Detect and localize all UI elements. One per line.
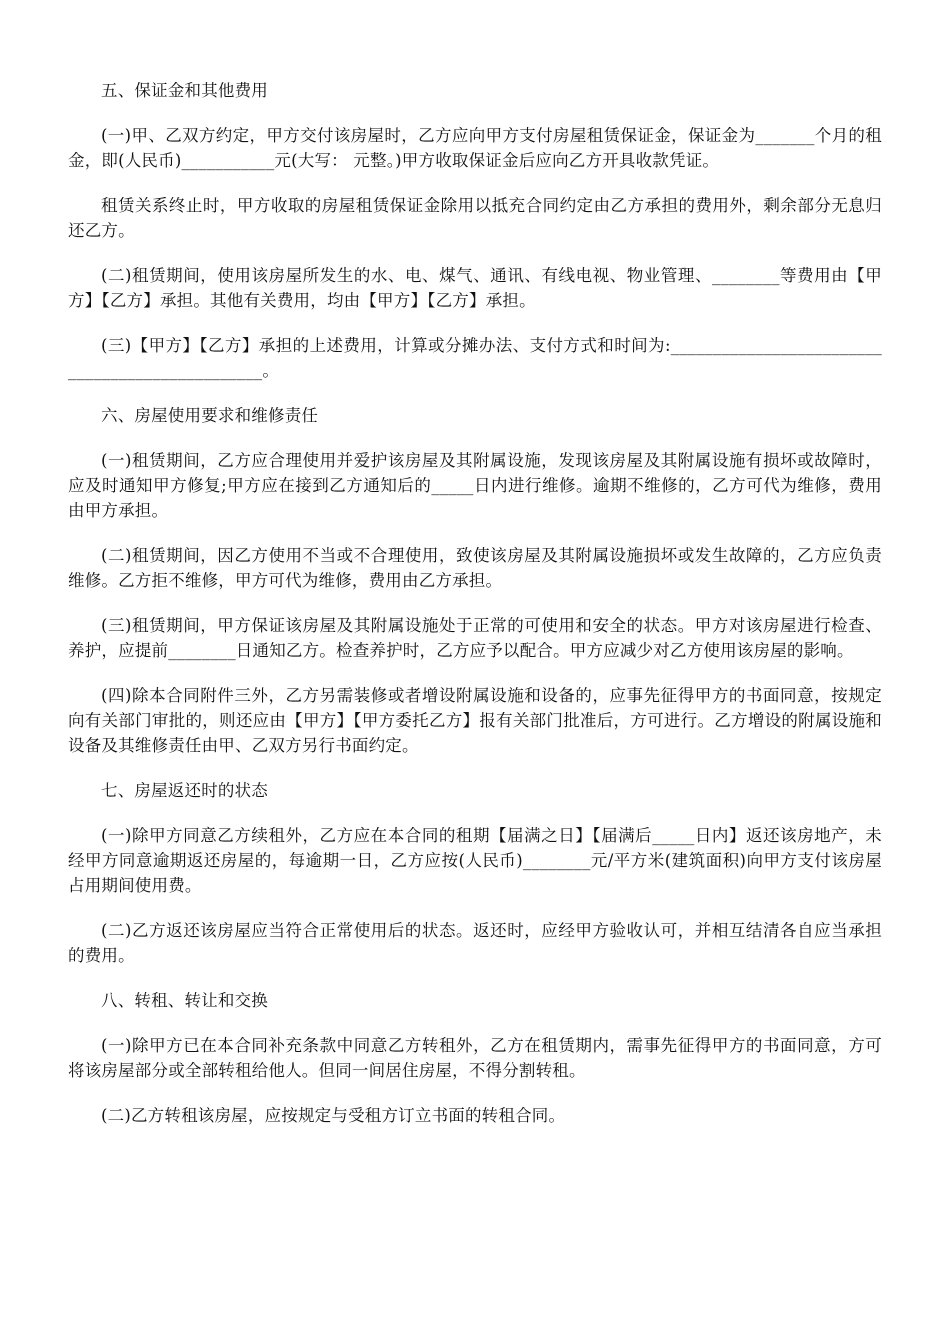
section-6 (68, 403, 882, 758)
paragraph: (一)除甲方已在本合同补充条款中同意乙方转租外，乙方在租赁期内，需事先征得甲方的书面同意，方可将该房屋部分或全部转租给他人。但同一间居住房屋，不得分割转租。 (68, 1036, 882, 1080)
paragraph: (二)租赁期间，使用该房屋所发生的水、电、煤气、通讯、有线电视、物业管理、________等费用由【甲方】【乙方】承担。其他有关费用，均由【甲方】【乙方】承担。 (68, 266, 882, 310)
paragraph: (三)租赁期间，甲方保证该房屋及其附属设施处于正常的可使用和安全的状态。甲方对该房屋进行检查、养护，应提前________日通知乙方。检查养护时，乙方应予以配合。甲方应减少对乙方使用该房屋的影响。 (68, 616, 882, 660)
section-8 (68, 988, 882, 1128)
section-heading: 五、保证金和其他费用 (101, 81, 268, 100)
paragraph: (四)除本合同附件三外，乙方另需装修或者增设附属设施和设备的，应事先征得甲方的书面同意，按规定向有关部门审批的，则还应由【甲方】【甲方委托乙方】报有关部门批准后，方可进行。乙方增设的附属设施和设备及其维修责任由甲、乙双方另行书面约定。 (68, 686, 882, 755)
paragraph: 租赁关系终止时，甲方收取的房屋租赁保证金除用以抵充合同约定由乙方承担的费用外，剩余部分无息归还乙方。 (68, 196, 882, 240)
paragraph: (一)甲、乙双方约定，甲方交付该房屋时，乙方应向甲方支付房屋租赁保证金，保证金为_______个月的租金，即(人民币)___________元(大写： 元整。)甲方收取保证金后应向乙方开具收款凭证。 (68, 126, 882, 170)
paragraph: (三)【甲方】【乙方】承担的上述费用，计算或分摊办法、支付方式和时间为:________________________________________________。 (68, 336, 882, 380)
section-7 (68, 778, 882, 968)
section-5 (68, 78, 882, 383)
section-heading: 六、房屋使用要求和维修责任 (101, 406, 319, 425)
paragraph: (一)除甲方同意乙方续租外，乙方应在本合同的租期【届满之日】【届满后_____日内】返还该房地产，未经甲方同意逾期返还房屋的，每逾期一日，乙方应按(人民币)________元/平方米(建筑面积)向甲方支付该房屋占用期间使用费。 (68, 826, 882, 895)
document-page (68, 78, 882, 1148)
section-heading: 八、转租、转让和交换 (101, 991, 268, 1010)
paragraph: (一)租赁期间，乙方应合理使用并爱护该房屋及其附属设施，发现该房屋及其附属设施有损坏或故障时，应及时通知甲方修复;甲方应在接到乙方通知后的_____日内进行维修。逾期不维修的，乙方可代为维修，费用由甲方承担。 (68, 451, 882, 520)
section-heading: 七、房屋返还时的状态 (101, 781, 268, 800)
paragraph: (二)乙方返还该房屋应当符合正常使用后的状态。返还时，应经甲方验收认可，并相互结清各自应当承担的费用。 (68, 921, 882, 965)
paragraph: (二)租赁期间，因乙方使用不当或不合理使用，致使该房屋及其附属设施损坏或发生故障的，乙方应负责维修。乙方拒不维修，甲方可代为维修，费用由乙方承担。 (68, 546, 882, 590)
paragraph: (二)乙方转租该房屋，应按规定与受租方订立书面的转租合同。 (101, 1106, 566, 1125)
